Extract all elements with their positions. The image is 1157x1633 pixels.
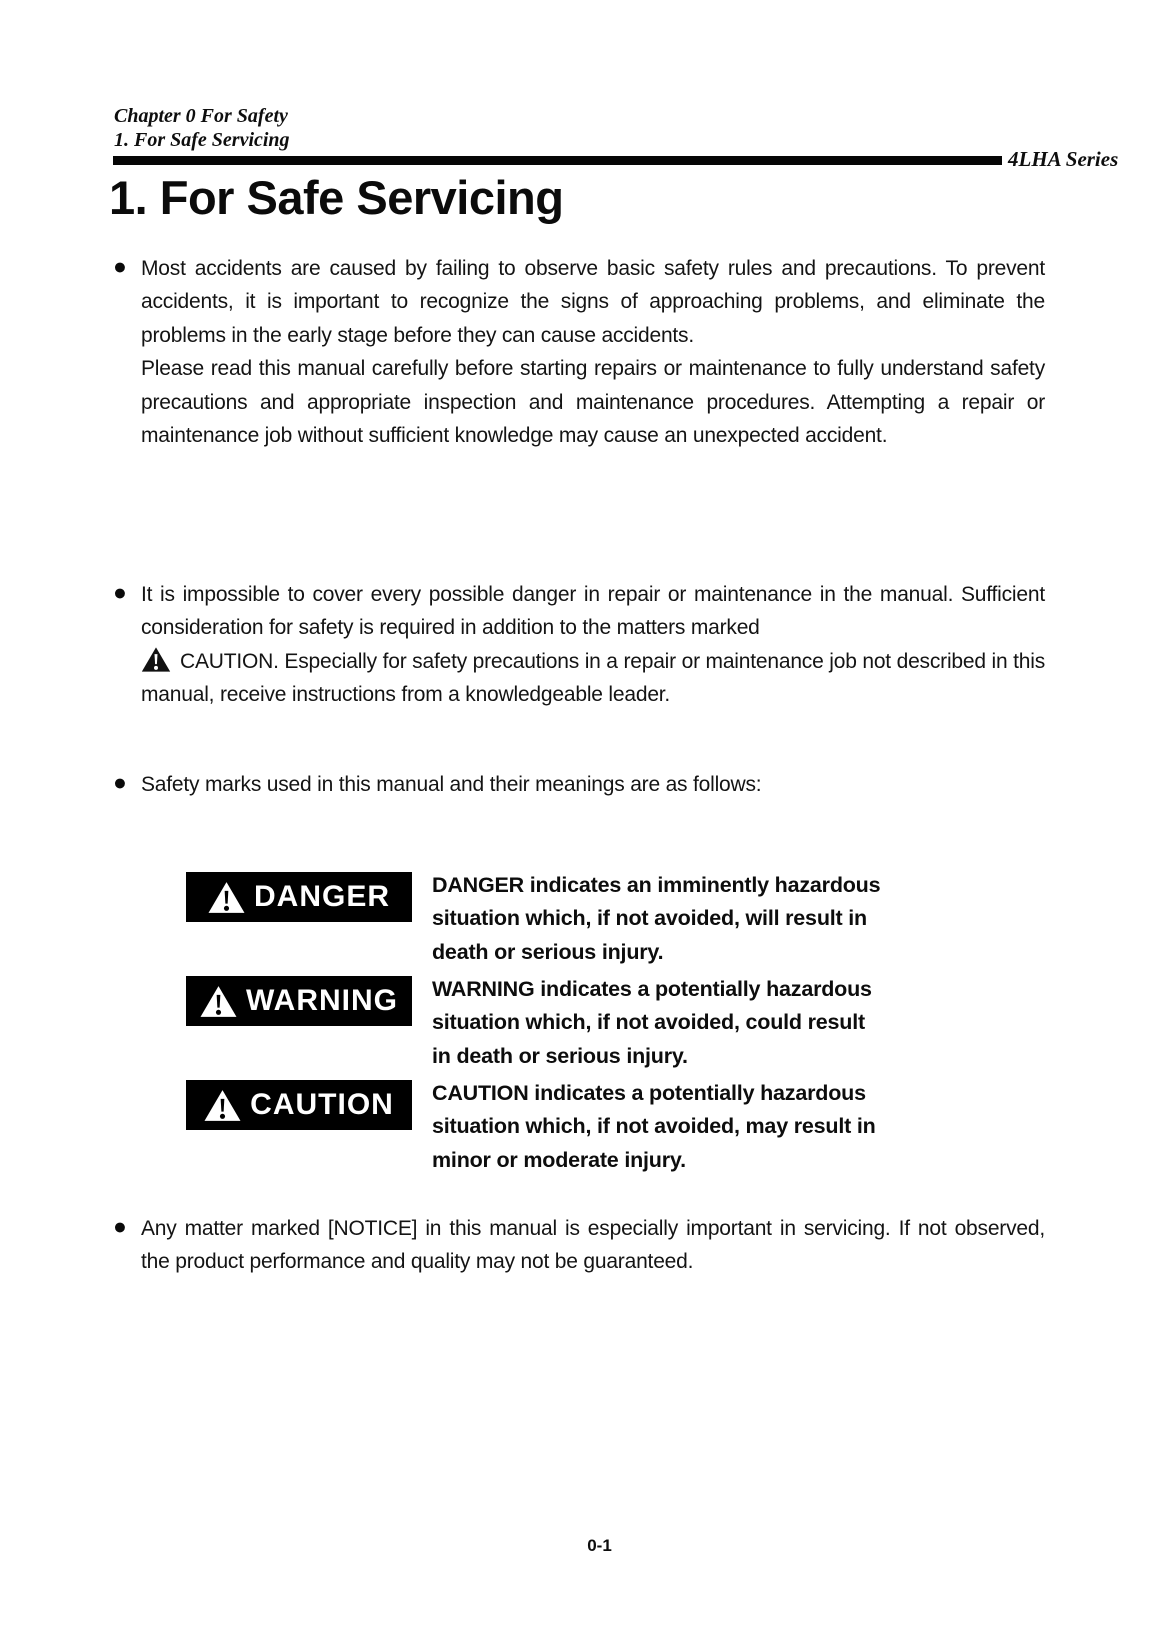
bullet-icon: ● xyxy=(113,579,127,605)
bullet-text xyxy=(141,1212,1045,1279)
description-line: situation which, if not avoided, may result in xyxy=(432,1114,876,1139)
caution-label: CAUTION xyxy=(250,1088,394,1121)
description-line: situation which, if not avoided, could result xyxy=(432,1010,865,1035)
danger-row xyxy=(186,872,918,964)
description-line: situation which, if not avoided, will result in xyxy=(432,906,867,931)
bullet-item-notice xyxy=(113,1212,1045,1279)
danger-description xyxy=(432,869,918,969)
warning-description xyxy=(432,973,918,1073)
paragraph-text: CAUTION. Especially for safety precautions in a repair or maintenance job not described in this manual, receive instructions from a knowledgeable leader. xyxy=(141,649,1045,707)
bullet-text xyxy=(141,578,1045,712)
paragraph: Safety marks used in this manual and their meanings are as follows: xyxy=(141,773,762,796)
bullet-text xyxy=(141,252,1045,452)
caution-sign xyxy=(186,1080,412,1130)
danger-sign xyxy=(186,872,412,922)
caution-triangle-icon xyxy=(141,646,171,673)
caution-row xyxy=(186,1080,918,1172)
header-rule xyxy=(113,156,1002,165)
paragraph: Please read this manual carefully before starting repairs or maintenance to fully understand safety precautions and appropriate inspection and maintenance procedures. Attempting a repair or maintenance job without sufficient knowledge may cause an unexpected accident. xyxy=(141,357,1045,448)
description-line: DANGER indicates an imminently hazardous xyxy=(432,873,881,897)
warning-sign xyxy=(186,976,412,1026)
bullet-icon: ● xyxy=(113,1213,127,1239)
safety-marks-table xyxy=(186,872,918,1184)
description-line: CAUTION indicates a potentially hazardous xyxy=(432,1081,866,1105)
danger-label: DANGER xyxy=(253,880,390,913)
breadcrumb-chapter: Chapter 0 For Safety xyxy=(114,105,288,127)
breadcrumb-section: 1. For Safe Servicing xyxy=(114,129,290,151)
bullet-text xyxy=(141,768,1045,801)
description-line: minor or moderate injury. xyxy=(432,1147,686,1172)
page-number: 0-1 xyxy=(587,1536,612,1555)
alert-triangle-icon xyxy=(208,881,245,914)
description-line: WARNING indicates a potentially hazardous xyxy=(432,977,872,1001)
bullet-item-accidents xyxy=(113,252,1045,452)
page-title: 1. For Safe Servicing xyxy=(109,171,564,224)
series-label: 4LHA Series xyxy=(1008,147,1119,171)
warning-row xyxy=(186,976,918,1068)
bullet-icon: ● xyxy=(113,253,127,279)
description-line: in death or serious injury. xyxy=(432,1043,688,1068)
breadcrumb xyxy=(114,104,290,152)
paragraph xyxy=(141,645,1045,712)
bullet-item-safety-marks xyxy=(113,768,1045,801)
bullet-icon: ● xyxy=(113,769,127,795)
alert-triangle-icon xyxy=(200,985,237,1018)
alert-triangle-icon xyxy=(204,1089,241,1122)
paragraph: It is impossible to cover every possible danger in repair or maintenance in the manual. Sufficient consideration for safety is required in addition to the matters marked xyxy=(141,583,1045,640)
bullet-item-coverage xyxy=(113,578,1045,712)
warning-label: WARNING xyxy=(246,984,398,1017)
description-line: death or serious injury. xyxy=(432,939,664,964)
caution-description xyxy=(432,1077,918,1177)
paragraph: Most accidents are caused by failing to observe basic safety rules and precautions. To prevent accidents, it is important to recognize the signs of approaching problems, and eliminate the problems in the early stage before they can cause accidents. xyxy=(141,257,1045,347)
paragraph: Any matter marked [NOTICE] in this manual is especially important in servicing. If not observed, the product performance and quality may not be guaranteed. xyxy=(141,1217,1045,1274)
